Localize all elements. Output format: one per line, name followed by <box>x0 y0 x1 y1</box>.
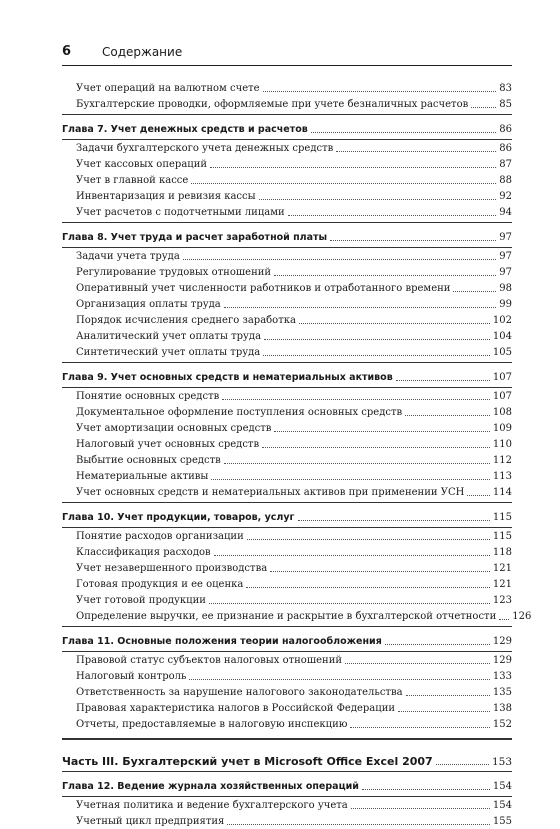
toc-entry[interactable] <box>62 560 512 576</box>
toc-title: Налоговый учет основных средств <box>76 439 260 450</box>
toc-page-number: 86 <box>499 124 512 135</box>
toc-page-number: 110 <box>492 439 512 450</box>
dot-leader <box>406 695 490 696</box>
dot-leader <box>351 808 490 809</box>
toc-page-number: 118 <box>492 547 512 558</box>
toc-chapter[interactable] <box>62 368 512 385</box>
dot-leader <box>189 679 489 680</box>
toc-entry[interactable] <box>62 264 512 280</box>
toc-entry[interactable] <box>62 248 512 264</box>
toc-page-number: 114 <box>492 487 512 498</box>
toc-title: Задачи учета труда <box>76 251 180 262</box>
dot-leader <box>224 307 497 308</box>
toc-title: Оперативный учет численности работников и отработанного времени <box>76 283 451 294</box>
toc-entry[interactable] <box>62 280 512 296</box>
toc-entry[interactable] <box>62 204 512 220</box>
toc-title: Правовая характеристика налогов в Российской Федерации <box>76 703 396 714</box>
section-rule <box>62 222 512 223</box>
toc-page-number: 154 <box>492 799 512 811</box>
page-heading: Содержание <box>102 45 183 59</box>
dot-leader <box>270 571 490 572</box>
section-rule <box>62 771 512 772</box>
toc-chapter[interactable] <box>62 508 512 525</box>
toc-page-number: 115 <box>492 512 512 523</box>
toc-title: Учетная политика и ведение бухгалтерского учета <box>76 799 348 811</box>
toc-page-number: 104 <box>492 331 512 342</box>
toc-page-number: 113 <box>492 471 512 482</box>
dot-leader <box>209 603 490 604</box>
dot-leader <box>350 727 489 728</box>
section-rule <box>62 626 512 627</box>
dot-leader <box>345 663 490 664</box>
toc-title: Документальное оформление поступления основных средств <box>76 407 403 418</box>
toc-entry[interactable] <box>62 608 532 624</box>
toc-page-number: 115 <box>492 531 512 542</box>
toc-title: Организация оплаты труда <box>76 299 221 310</box>
toc-title: Понятие расходов организации <box>76 531 244 542</box>
toc-title: Глава 9. Учет основных средств и нематериальных активов <box>62 372 393 383</box>
toc-title: Глава 10. Учет продукции, товаров, услуг <box>62 512 295 523</box>
toc-title: Глава 7. Учет денежных средств и расчетов <box>62 124 308 135</box>
dot-leader <box>330 240 496 241</box>
dot-leader <box>298 520 490 521</box>
toc-entry[interactable] <box>62 544 512 560</box>
dot-leader <box>183 259 496 260</box>
dot-leader <box>263 91 497 92</box>
toc-page-number: 129 <box>492 655 512 666</box>
toc-page-number: 133 <box>492 671 512 682</box>
toc-title: Регулирование трудовых отношений <box>76 267 272 278</box>
toc-title: Учет операций на валютном счете <box>76 83 260 94</box>
page-header <box>62 44 512 68</box>
dot-leader <box>222 399 490 400</box>
toc-page-number: 88 <box>499 175 512 186</box>
toc-page-number: 102 <box>492 315 512 326</box>
toc-entry[interactable] <box>62 468 512 484</box>
toc-page-number: 152 <box>492 719 512 730</box>
toc-entry[interactable] <box>62 528 512 544</box>
toc-title: Классификация расходов <box>76 547 211 558</box>
toc-entry[interactable] <box>62 312 512 328</box>
toc-entry[interactable] <box>62 813 512 829</box>
toc-entry[interactable] <box>62 436 512 452</box>
dot-leader <box>264 339 490 340</box>
dot-leader <box>191 183 496 184</box>
toc-title: Учет амортизации основных средств <box>76 423 272 434</box>
toc-page-number: 155 <box>492 815 512 827</box>
dot-leader <box>299 323 490 324</box>
toc-title: Определение выручки, ее признание и раскрытие в бухгалтерской отчетности <box>76 611 497 622</box>
toc-part[interactable] <box>62 750 512 769</box>
toc-entry[interactable] <box>62 576 512 592</box>
toc-title: Синтетический учет оплаты труда <box>76 347 261 358</box>
dot-leader <box>398 711 490 712</box>
section-rule <box>62 738 512 740</box>
toc-title: Понятие основных средств <box>76 391 220 402</box>
toc-title: Глава 11. Основные положения теории налогообложения <box>62 636 382 647</box>
dot-leader <box>214 555 490 556</box>
dot-leader <box>499 619 509 620</box>
toc-title: Учет кассовых операций <box>76 159 208 170</box>
toc-page-number: 98 <box>499 283 512 294</box>
toc-title: Учет в главной кассе <box>76 175 189 186</box>
toc-entry[interactable] <box>62 388 512 404</box>
toc-page-number: 121 <box>492 563 512 574</box>
toc-page-number: 83 <box>499 83 512 94</box>
toc-page-number: 108 <box>492 407 512 418</box>
toc-page-number: 99 <box>499 299 512 310</box>
toc-entry[interactable] <box>62 700 512 716</box>
toc-title: Задачи бухгалтерского учета денежных средств <box>76 143 334 154</box>
dot-leader <box>385 644 490 645</box>
toc-title: Выбытие основных средств <box>76 455 221 466</box>
toc-entry[interactable] <box>62 452 512 468</box>
toc-page-number: 94 <box>499 207 512 218</box>
toc-entry[interactable] <box>62 96 512 112</box>
dot-leader <box>274 275 496 276</box>
toc-entry[interactable] <box>62 484 512 500</box>
toc-title: Инвентаризация и ревизия кассы <box>76 191 256 202</box>
toc-page-number: 129 <box>492 636 512 647</box>
toc-title: Учетный цикл предприятия <box>76 815 225 827</box>
dot-leader <box>471 107 496 108</box>
toc-entry[interactable] <box>62 80 512 96</box>
toc-entry[interactable] <box>62 420 512 436</box>
toc-title: Бухгалтерские проводки, оформляемые при учете безналичных расчетов <box>76 99 469 110</box>
toc-title: Учет основных средств и нематериальных активов при применении УСН <box>76 487 465 498</box>
toc-entry[interactable] <box>62 668 512 684</box>
toc-title: Готовая продукция и ее оценка <box>76 579 244 590</box>
toc-page-number: 97 <box>499 267 512 278</box>
toc-entry[interactable] <box>62 296 512 312</box>
toc-page-number: 138 <box>492 703 512 714</box>
toc-page-number: 153 <box>491 755 512 768</box>
toc-page-number: 121 <box>492 579 512 590</box>
toc-title: Отчеты, предоставляемые в налоговую инспекцию <box>76 719 348 730</box>
section-rule <box>62 114 512 115</box>
toc-title: Учет готовой продукции <box>76 595 206 606</box>
dot-leader <box>362 789 490 790</box>
toc-entry[interactable] <box>62 188 512 204</box>
section-rule <box>62 362 512 363</box>
toc-entry[interactable] <box>62 684 512 700</box>
dot-leader <box>453 291 496 292</box>
dot-leader <box>311 132 496 133</box>
dot-leader <box>246 587 490 588</box>
toc-page-number: 87 <box>499 159 512 170</box>
toc-page-number: 126 <box>512 611 532 622</box>
toc-entry[interactable] <box>62 716 512 732</box>
toc-page-number: 85 <box>499 99 512 110</box>
toc-page-number: 92 <box>499 191 512 202</box>
dot-leader <box>405 415 490 416</box>
toc-entry[interactable] <box>62 172 512 188</box>
toc-chapter[interactable] <box>62 228 512 245</box>
toc-title: Глава 12. Ведение журнала хозяйственных операций <box>62 780 359 792</box>
dot-leader <box>262 447 490 448</box>
toc-page-number: 107 <box>492 372 512 383</box>
toc-entry[interactable] <box>62 797 512 813</box>
dot-leader <box>227 824 490 825</box>
toc-title: Учет незавершенного производства <box>76 563 268 574</box>
toc-page-number: 135 <box>492 687 512 698</box>
dot-leader <box>467 495 490 496</box>
toc-entry[interactable] <box>62 344 512 360</box>
toc-entry[interactable] <box>62 652 512 668</box>
dot-leader <box>211 479 490 480</box>
toc-title: Нематериальные активы <box>76 471 209 482</box>
toc-page-number: 105 <box>492 347 512 358</box>
dot-leader <box>274 431 490 432</box>
toc-page-number: 154 <box>492 780 512 792</box>
dot-leader <box>396 380 490 381</box>
toc-page-number: 107 <box>492 391 512 402</box>
toc-title: Налоговый контроль <box>76 671 187 682</box>
toc-page-number: 97 <box>499 232 512 243</box>
toc-title: Ответственность за нарушение налогового законодательства <box>76 687 403 698</box>
toc-entry[interactable] <box>62 140 512 156</box>
toc-title: Правовой статус субъектов налоговых отношений <box>76 655 343 666</box>
dot-leader <box>336 151 496 152</box>
toc-chapter[interactable] <box>62 632 512 649</box>
dot-leader <box>247 539 490 540</box>
toc-page-number: 86 <box>499 143 512 154</box>
header-rule <box>62 65 512 66</box>
toc-title: Аналитический учет оплаты труда <box>76 331 262 342</box>
toc-entry[interactable] <box>62 328 512 344</box>
dot-leader <box>436 764 489 765</box>
toc-page-number: 109 <box>492 423 512 434</box>
dot-leader <box>288 215 497 216</box>
dot-leader <box>263 355 490 356</box>
dot-leader <box>259 199 497 200</box>
toc-title: Порядок исчисления среднего заработка <box>76 315 296 326</box>
toc-title: Учет расчетов с подотчетными лицами <box>76 207 285 218</box>
page-number: 6 <box>62 44 72 59</box>
section-rule <box>62 502 512 503</box>
table-of-contents <box>62 80 532 829</box>
toc-page-number: 123 <box>492 595 512 606</box>
toc-entry[interactable] <box>62 592 512 608</box>
toc-title: Часть III. Бухгалтерский учет в Microsoft Office Excel 2007 <box>62 754 433 768</box>
toc-entry[interactable] <box>62 404 512 420</box>
toc-page-number: 112 <box>492 455 512 466</box>
toc-page-number: 97 <box>499 251 512 262</box>
toc-title: Глава 8. Учет труда и расчет заработной платы <box>62 232 328 243</box>
toc-chapter[interactable] <box>62 777 512 794</box>
dot-leader <box>210 167 496 168</box>
toc-chapter[interactable] <box>62 120 512 137</box>
dot-leader <box>224 463 490 464</box>
toc-entry[interactable] <box>62 156 512 172</box>
